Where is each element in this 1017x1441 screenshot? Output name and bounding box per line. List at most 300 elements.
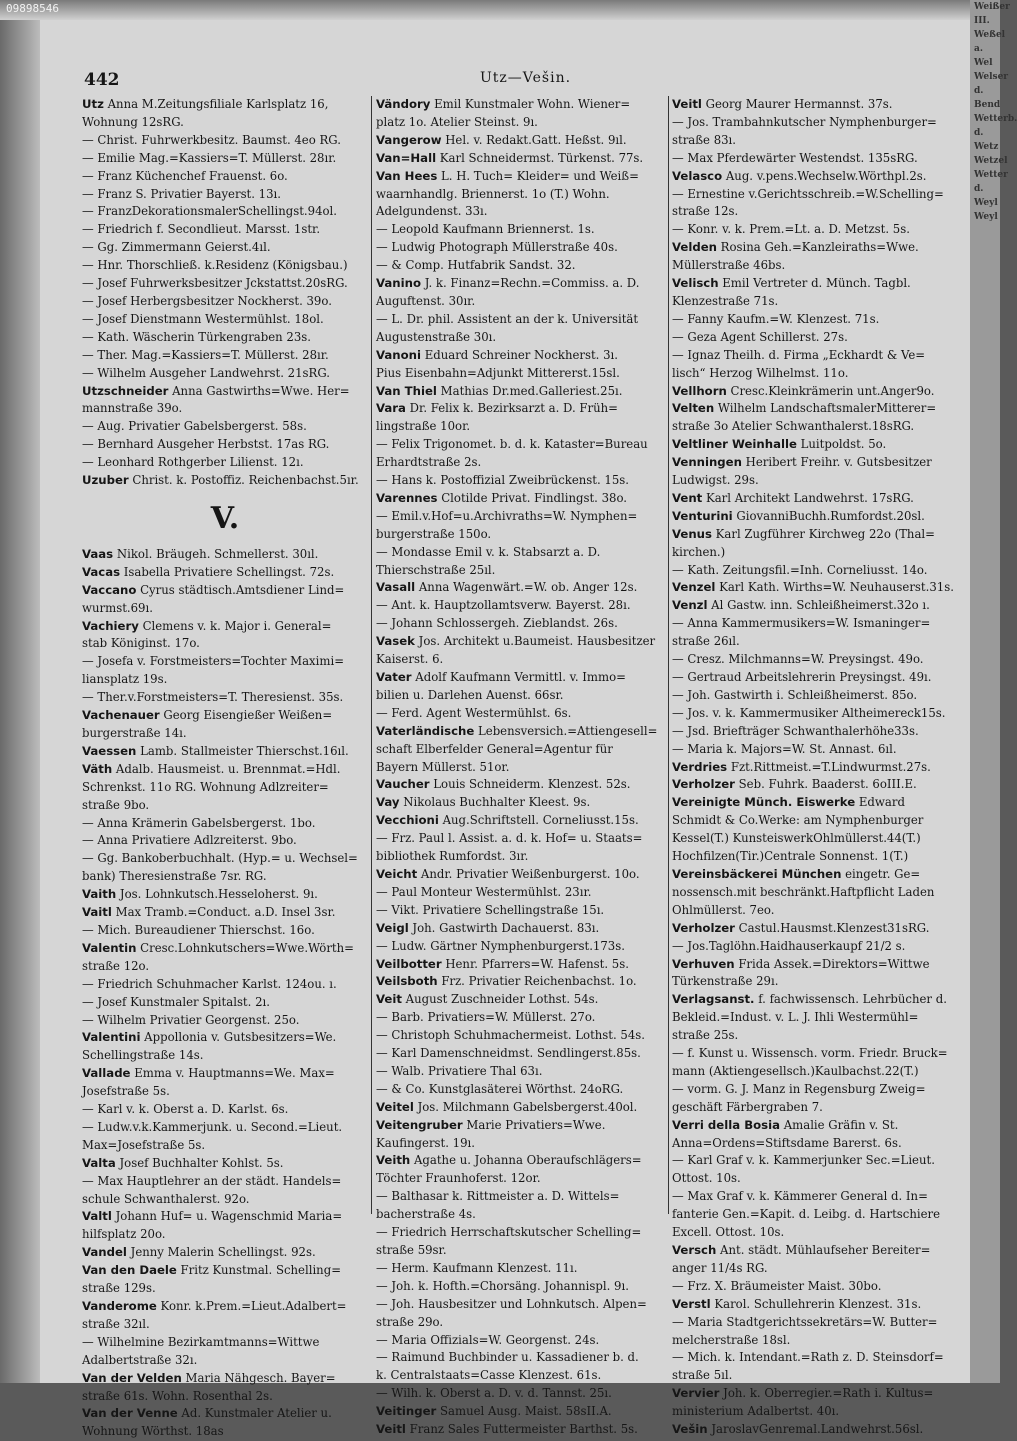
entry-text: — Gertraud Arbeitslehrerin Preysingst. 49ı. — [672, 670, 932, 684]
entry-text: Schmidt & Co.Werke: am Nymphenburger — [672, 813, 924, 828]
directory-entry — [672, 1099, 966, 1117]
edge-strip-word: Wetz — [974, 142, 999, 152]
entry-text: f. fachwissensch. Lehrbücher d. — [754, 992, 947, 1007]
directory-entry — [82, 779, 368, 797]
entry-surname: Vasek — [376, 634, 415, 649]
directory-entry — [672, 741, 966, 759]
entry-text: — Ignaz Theilh. d. Firma „Eckhardt & Ve= — [672, 347, 926, 362]
entry-text: — Frz. X. Bräumeister Maist. 30bo. — [672, 1278, 882, 1293]
entry-text: Kaufingerst. 19ı. — [376, 1135, 475, 1150]
directory-entry — [376, 884, 666, 902]
entry-text: — Vikt. Privatiere Schellingstraße 15ı. — [376, 902, 605, 917]
entry-text: — Ther. Mag.=Kassiers=T. Müllerst. 28ır. — [82, 347, 329, 362]
entry-text: — Leopold Kaufmann Briennerst. 1s. — [376, 222, 595, 237]
entry-text: Adalb. Hausmeist. u. Brennmat.=Hdl. — [112, 761, 341, 776]
directory-entry — [376, 1009, 666, 1027]
entry-text: — Aug. Privatier Gabelsbergerst. 58s. — [82, 419, 307, 434]
entry-text: bacherstraße 4s. — [376, 1207, 476, 1222]
entry-text: — Frz. Paul l. Assist. a. d. k. Hof= u. Staats= — [376, 831, 643, 846]
edge-strip-word: Weßel — [974, 30, 1006, 40]
directory-entry — [376, 1063, 666, 1081]
directory-entry — [672, 168, 966, 186]
entry-text: burgerstraße 14ı. — [82, 726, 187, 740]
directory-entry — [672, 705, 966, 723]
directory-entry — [376, 311, 666, 329]
directory-entry — [376, 1099, 666, 1117]
entry-text: Seb. Fuhrk. Baaderst. 6oIII.E. — [734, 777, 917, 792]
entry-text: — Gg. Bankoberbuchhalt. (Hyp.= u. Wechsel= — [82, 851, 358, 866]
directory-entry — [376, 866, 666, 884]
directory-entry — [672, 615, 966, 633]
entry-surname: Veilbotter — [376, 956, 442, 971]
entry-surname: Utzschneider — [82, 383, 169, 398]
directory-entry — [82, 1280, 368, 1298]
directory-entry — [672, 132, 966, 150]
entry-text: — Herm. Kaufmann Klenzest. 11ı. — [376, 1260, 578, 1275]
entry-surname: Vara — [376, 401, 406, 416]
directory-entry — [376, 1278, 666, 1296]
directory-entry — [82, 976, 368, 994]
entry-text: Müllerstraße 46bs. — [672, 258, 786, 273]
entry-text: — Kath. Zeitungsfil.=Inh. Corneliusst. 14o. — [672, 562, 928, 577]
directory-entry — [82, 132, 368, 150]
entry-text: — Josef Fuhrwerksbesitzer Jckstattst.20sRG. — [82, 276, 348, 291]
entry-surname: Verhuven — [672, 956, 735, 971]
entry-text: straße 12o. — [82, 958, 150, 973]
directory-entry — [376, 1403, 666, 1421]
edge-strip-word: Weyl — [974, 212, 998, 222]
directory-entry — [376, 1314, 666, 1332]
entry-text: August Zuschneider Lothst. 54s. — [401, 992, 599, 1007]
directory-entry — [376, 1421, 666, 1439]
directory-entry — [376, 203, 666, 221]
directory-entry — [376, 1152, 666, 1170]
directory-entry — [376, 1260, 666, 1278]
directory-entry — [82, 221, 368, 239]
directory-entry — [82, 1352, 368, 1370]
directory-entry — [376, 579, 666, 597]
directory-entry — [82, 1173, 368, 1191]
directory-entry — [82, 1065, 368, 1083]
directory-entry — [82, 203, 368, 221]
directory-entry — [376, 812, 666, 830]
entry-text: GiovanniBuchh.Rumfordst.20sl. — [732, 508, 925, 523]
entry-text: Wilhelm LandschaftsmalerMitterer= — [714, 401, 937, 416]
entry-text: lingstraße 10or. — [376, 419, 471, 434]
directory-entry — [376, 1135, 666, 1153]
section-letter-heading: V. — [210, 500, 240, 536]
directory-entry — [672, 1349, 966, 1367]
entry-surname: Vacas — [82, 564, 121, 579]
directory-entry — [82, 186, 368, 204]
entry-text: Wohnung 12sRG. — [82, 114, 184, 129]
directory-entry — [82, 275, 368, 293]
directory-entry — [376, 454, 666, 472]
directory-entry — [82, 886, 368, 904]
entry-surname: Vanino — [376, 276, 421, 291]
directory-entry — [376, 669, 666, 687]
directory-entry — [82, 904, 368, 922]
directory-entry — [82, 868, 368, 886]
entry-text: Marie Privatiers=Wwe. — [462, 1117, 606, 1132]
entry-surname: Venningen — [672, 455, 742, 470]
directory-entry — [376, 902, 666, 920]
entry-surname: Vent — [672, 490, 703, 505]
directory-entry — [672, 669, 966, 687]
directory-entry — [672, 1421, 966, 1439]
directory-entry — [82, 1119, 368, 1137]
entry-surname: Vasall — [376, 580, 416, 595]
entry-text: — Mich. Bureaudiener Thierschst. 16o. — [82, 922, 315, 937]
entry-text: Nikolaus Buchhalter Kleest. 9s. — [399, 795, 591, 810]
entry-text: mannstraße 39o. — [82, 401, 183, 416]
directory-entry — [376, 1367, 666, 1385]
entry-text: Ohlmüllerst. 7eo. — [672, 902, 775, 917]
entry-surname: Vaucher — [376, 777, 430, 792]
entry-text: Andr. Privatier Weißenburgerst. 10o. — [417, 866, 640, 881]
entry-surname: Utz — [82, 97, 104, 111]
directory-entry — [672, 866, 966, 884]
entry-text: — Ther.v.Forstmeisters=T. Theresienst. 35s. — [82, 690, 344, 705]
entry-text: Mathias Dr.med.Galleriest.25ı. — [436, 383, 623, 398]
directory-entry — [82, 1155, 368, 1173]
entry-text: Amalie Gräfin v. St. — [779, 1117, 899, 1132]
entry-text: Adelgundenst. 33ı. — [376, 204, 488, 219]
directory-entry — [376, 544, 666, 562]
directory-entry — [672, 293, 966, 311]
directory-entry — [82, 850, 368, 868]
scan-barcode-number: 09898546 — [6, 2, 59, 15]
directory-entry — [376, 347, 666, 365]
entry-text: Nikol. Bräugeh. Schmellerst. 30ıl. — [113, 546, 319, 561]
directory-entry — [672, 1135, 966, 1153]
entry-surname: Veicht — [376, 866, 418, 881]
entry-text: — Raimund Buchbinder u. Kassadiener b. d. — [376, 1350, 639, 1365]
entry-surname: Vaas — [82, 546, 114, 561]
directory-entry — [376, 114, 666, 132]
entry-surname: Veit — [376, 992, 402, 1007]
directory-entry — [82, 418, 368, 436]
entry-text: straße 83ı. — [672, 132, 737, 147]
directory-entry — [672, 418, 966, 436]
entry-text: — Maria k. Majors=W. St. Annast. 6ıl. — [672, 741, 897, 756]
directory-entry — [672, 311, 966, 329]
entry-text: — Ernestine v.Gerichtsschreib.=W.Schelling= — [672, 186, 944, 201]
page-top-shadow — [0, 0, 1010, 20]
entry-text: — Paul Monteur Westermühlst. 23ır. — [376, 884, 592, 899]
entry-text: Karl Zugführer Kirchweg 22o (Thal= — [711, 526, 935, 541]
directory-entry — [376, 400, 666, 418]
directory-entry — [376, 150, 666, 168]
entry-text: Ad. Kunstmaler Atelier u. — [177, 1406, 332, 1421]
entry-text: Jos. Milchmann Gabelsbergerst.40ol. — [413, 1099, 638, 1114]
directory-entry — [672, 347, 966, 365]
directory-entry — [376, 1349, 666, 1367]
entry-text: — Anna Kammermusikers=W. Ismaninger= — [672, 616, 931, 631]
next-page-edge-strip — [970, 0, 1017, 1383]
entry-text: Aug.Schriftstell. Corneliusst.15s. — [438, 813, 639, 828]
directory-entry — [672, 973, 966, 991]
directory-entry — [376, 938, 666, 956]
directory-entry — [672, 1152, 966, 1170]
directory-entry — [376, 526, 666, 544]
entry-surname: Vater — [376, 670, 412, 684]
entry-surname: Versch — [672, 1243, 717, 1257]
entry-text: eingetr. Ge= — [841, 866, 921, 881]
entry-text: — Bernhard Ausgeher Herbstst. 17as RG. — [82, 437, 330, 452]
directory-entry — [672, 96, 966, 114]
directory-entry — [376, 1081, 666, 1099]
entry-text: Hochfilzen(Tir.)Centrale Sonnenst. 1(T.) — [672, 849, 909, 864]
entry-surname: Venzel — [672, 580, 716, 595]
entry-text: Aug. v.pens.Wechselw.Wörthpl.2s. — [722, 168, 927, 183]
directory-entry — [672, 687, 966, 705]
directory-entry — [376, 96, 666, 114]
directory-column-1 — [82, 96, 368, 1441]
entry-text: k. Centralstaats=Casse Klenzest. 61s. — [376, 1368, 602, 1383]
directory-entry — [672, 203, 966, 221]
edge-strip-word: Weyl — [974, 198, 998, 208]
entry-text: Anna=Ordens=Stiftsdame Barerst. 6s. — [672, 1135, 902, 1150]
directory-entry — [376, 759, 666, 777]
entry-text: Karl Kath. Wirths=W. Neuhauserst.31s. — [715, 580, 954, 595]
entry-text: straße 29o. — [376, 1314, 444, 1329]
entry-text: Georg Maurer Hermannst. 37s. — [701, 97, 893, 111]
entry-text: Luitpoldst. 5o. — [796, 437, 887, 452]
entry-surname: Venus — [672, 526, 712, 541]
directory-entry — [376, 1296, 666, 1314]
directory-entry — [82, 797, 368, 815]
entry-text: — Felix Trigonomet. b. d. k. Kataster=Bureau — [376, 437, 648, 452]
directory-column-3 — [672, 96, 966, 1439]
directory-entry — [376, 776, 666, 794]
column-divider — [668, 96, 669, 1214]
entry-surname: Veitinger — [376, 1404, 437, 1419]
directory-entry — [672, 239, 966, 257]
directory-entry — [82, 743, 368, 761]
running-head: Utz—Vešin. — [480, 70, 572, 86]
entry-text: Agathe u. Johanna Oberaufschlägers= — [410, 1153, 642, 1168]
entry-surname: Vervier — [672, 1386, 720, 1401]
entry-surname: Vereinigte Münch. Eiswerke — [672, 795, 856, 810]
entry-text: — Franz S. Privatier Bayerst. 13ı. — [82, 186, 282, 201]
entry-text: — Cresz. Milchmanns=W. Preysingst. 49o. — [672, 652, 924, 667]
entry-text: Jos. Architekt u.Baumeist. Hausbesitzer — [414, 634, 656, 649]
entry-text: Anna Gastwirths=Wwe. Her= — [168, 383, 350, 398]
entry-text: — Joh. k. Hofth.=Chorsäng. Johannispl. 9ı. — [376, 1278, 629, 1293]
entry-text: straße 61s. Wohn. Rosenthal 2s. — [82, 1388, 273, 1403]
entry-text: — Ferd. Agent Westermühlst. 6s. — [376, 705, 572, 720]
entry-text: — & Comp. Hutfabrik Sandst. 32. — [376, 258, 576, 273]
entry-surname: Veigl — [376, 920, 409, 935]
entry-surname: Van der Venne — [82, 1406, 178, 1421]
entry-surname: Vaccano — [82, 582, 137, 597]
entry-surname: Vellhorn — [672, 383, 727, 398]
directory-column-2 — [376, 96, 666, 1439]
directory-entry — [82, 454, 368, 472]
directory-entry — [672, 830, 966, 848]
entry-text: Josef Buchhalter Kohlst. 5s. — [115, 1155, 284, 1170]
entry-text: Wohnung Wörthst. 18as — [82, 1424, 224, 1439]
directory-entry — [672, 1260, 966, 1278]
directory-entry — [672, 633, 966, 651]
edge-strip-word: III. — [974, 16, 990, 26]
entry-text: straße 5ıl. — [672, 1368, 733, 1383]
entry-surname: Vändory — [376, 97, 431, 111]
entry-text: wurmst.69ı. — [82, 600, 153, 615]
directory-entry — [672, 365, 966, 383]
entry-text: — Ludw.v.k.Kammerjunk. u. Second.=Lieut. — [82, 1119, 343, 1134]
directory-entry — [672, 1188, 966, 1206]
entry-text: kirchen.) — [672, 544, 726, 559]
entry-text: — f. Kunst u. Wissensch. vorm. Friedr. Bruck= — [672, 1046, 948, 1061]
directory-entry — [672, 562, 966, 580]
directory-entry — [672, 1081, 966, 1099]
entry-text: J. k. Finanz=Rechn.=Commiss. a. D. — [420, 276, 640, 291]
directory-entry — [672, 1332, 966, 1350]
entry-text: Fzt.Rittmeist.=T.Lindwurmst.27s. — [727, 759, 931, 774]
entry-surname: Veith — [376, 1153, 411, 1168]
entry-text: — Konr. v. k. Prem.=Lt. a. D. Metzst. 5s. — [672, 222, 910, 237]
entry-text: straße 9bo. — [82, 797, 150, 812]
directory-entry — [82, 365, 368, 383]
entry-text: — Mich. k. Intendant.=Rath z. D. Steinsdorf= — [672, 1350, 944, 1365]
entry-text: mann (Aktiengesellsch.)Kaulbachst.22(T.) — [672, 1063, 919, 1078]
directory-entry — [82, 582, 368, 600]
directory-entry — [672, 902, 966, 920]
directory-entry — [82, 1316, 368, 1334]
entry-text: Joh. k. Oberregier.=Rath i. Kultus= — [719, 1386, 934, 1401]
entry-text: Samuel Ausg. Maist. 58sII.A. — [436, 1404, 612, 1419]
directory-entry — [82, 239, 368, 257]
entry-text: straße 59sr. — [376, 1243, 447, 1257]
directory-entry — [376, 794, 666, 812]
entry-text: — Mondasse Emil v. k. Stabsarzt a. D. — [376, 544, 601, 559]
directory-entry — [376, 1045, 666, 1063]
directory-entry — [376, 633, 666, 651]
entry-surname: Van Hees — [376, 168, 438, 183]
directory-entry — [82, 257, 368, 275]
entry-text: Anna M.Zeitungsfiliale Karlsplatz 16, — [103, 97, 329, 111]
directory-entry — [672, 1314, 966, 1332]
entry-surname: Verholzer — [672, 920, 735, 935]
entry-text: — Hnr. Thorschließ. k.Residenz (Königsbau.) — [82, 258, 348, 273]
entry-text: — & Co. Kunstglasäterei Wörthst. 24oRG. — [376, 1081, 624, 1096]
directory-entry — [672, 579, 966, 597]
entry-text: — Friedrich Herrschaftskutscher Schelling= — [376, 1225, 642, 1240]
edge-strip-word: Welser — [974, 72, 1009, 82]
directory-entry — [672, 938, 966, 956]
entry-text: — Karl v. k. Oberst a. D. Karlst. 6s. — [82, 1102, 289, 1117]
entry-surname: Velasco — [672, 168, 723, 183]
directory-entry — [82, 383, 368, 401]
entry-surname: Venzl — [672, 598, 708, 613]
directory-entry — [672, 454, 966, 472]
directory-entry — [82, 1370, 368, 1388]
entry-text: — Ant. k. Hauptzollamtsverw. Bayerst. 28ı. — [376, 598, 631, 613]
entry-text: Fritz Kunstmal. Schelling= — [176, 1263, 341, 1278]
entry-text: Auguftenst. 30ır. — [376, 293, 476, 308]
directory-entry — [672, 794, 966, 812]
directory-entry — [82, 1388, 368, 1406]
entry-text: — Johann Schlossergeh. Zieblandst. 26s. — [376, 616, 618, 631]
directory-entry — [672, 723, 966, 741]
entry-text: hilfsplatz 20o. — [82, 1227, 166, 1242]
entry-text: — Josef Dienstmann Westermühlst. 18ol. — [82, 311, 324, 326]
directory-entry — [672, 920, 966, 938]
directory-entry — [82, 832, 368, 850]
entry-text: — Anna Privatiere Adlzreiterst. 9bo. — [82, 833, 297, 848]
directory-entry — [82, 618, 368, 636]
directory-entry — [376, 490, 666, 508]
directory-entry — [672, 956, 966, 974]
entry-text: Türkenstraße 29ı. — [672, 974, 779, 989]
page-number: 442 — [84, 70, 120, 90]
entry-text: Anna Wagenwärt.=W. ob. Anger 12s. — [415, 580, 638, 595]
directory-entry — [82, 707, 368, 725]
entry-text: Ant. städt. Mühlaufseher Bereiter= — [716, 1243, 931, 1257]
directory-entry — [672, 526, 966, 544]
directory-entry — [376, 1332, 666, 1350]
entry-text: bibliothek Rumfordst. 3ır. — [376, 849, 529, 864]
entry-text: Kaiserst. 6. — [376, 652, 444, 667]
directory-entry — [82, 653, 368, 671]
entry-surname: Van den Daele — [82, 1263, 177, 1278]
directory-entry — [376, 436, 666, 454]
entry-surname: Veitel — [376, 1099, 414, 1114]
directory-entry — [82, 994, 368, 1012]
directory-entry — [376, 239, 666, 257]
entry-text: — Josef Herbergsbesitzer Nockherst. 39o. — [82, 293, 332, 308]
directory-entry — [376, 329, 666, 347]
entry-text: Schrenkst. 11o RG. Wohnung Adlzreiter= — [82, 779, 329, 794]
entry-text: — Wilhelm Ausgeher Landwehrst. 21sRG. — [82, 365, 330, 380]
entry-surname: Valentini — [82, 1030, 141, 1045]
edge-strip-word: d. — [974, 86, 984, 96]
entry-text: straße 129s. — [82, 1281, 156, 1296]
entry-surname: Vaith — [82, 887, 117, 902]
entry-text: Excell. Ottost. 10s. — [672, 1225, 785, 1240]
entry-text: — Jos. v. k. Kammermusiker Altheimereck15s. — [672, 705, 946, 720]
entry-text: JaroslavGenremal.Landwehrst.56sl. — [707, 1422, 924, 1437]
directory-entry — [672, 848, 966, 866]
directory-entry — [672, 472, 966, 490]
directory-entry — [376, 830, 666, 848]
directory-entry — [376, 1242, 666, 1260]
edge-strip-word: Wel — [974, 58, 993, 68]
entry-text: — Anna Krämerin Gabelsbergerst. 1bo. — [82, 815, 316, 830]
entry-text: Adolf Kaufmann Vermittl. v. Immo= — [411, 670, 626, 684]
entry-text: Georg Eisengießer Weißen= — [159, 708, 333, 723]
directory-entry — [376, 1188, 666, 1206]
entry-text: Ludwigst. 29s. — [672, 473, 759, 488]
entry-surname: Valtl — [82, 1209, 112, 1224]
entry-text: Karl Schneidermst. Türkenst. 77s. — [436, 150, 644, 165]
directory-entry — [82, 1012, 368, 1030]
entry-text: Louis Schneiderm. Klenzest. 52s. — [429, 777, 631, 792]
directory-entry — [672, 221, 966, 239]
entry-surname: Väth — [82, 761, 113, 776]
entry-text: Adalbertstraße 32ı. — [82, 1352, 198, 1367]
directory-entry — [82, 958, 368, 976]
entry-text: Cyrus städtisch.Amtsdiener Lind= — [136, 582, 345, 597]
entry-text: — Max Graf v. k. Kämmerer General d. In= — [672, 1189, 928, 1204]
entry-text: Töchter Fraunhoferst. 12or. — [376, 1171, 541, 1186]
entry-text: — Christoph Schuhmachermeist. Lothst. 54s. — [376, 1028, 646, 1043]
directory-entry — [376, 920, 666, 938]
entry-text: Konr. k.Prem.=Lieut.Adalbert= — [156, 1299, 347, 1313]
directory-entry — [82, 293, 368, 311]
